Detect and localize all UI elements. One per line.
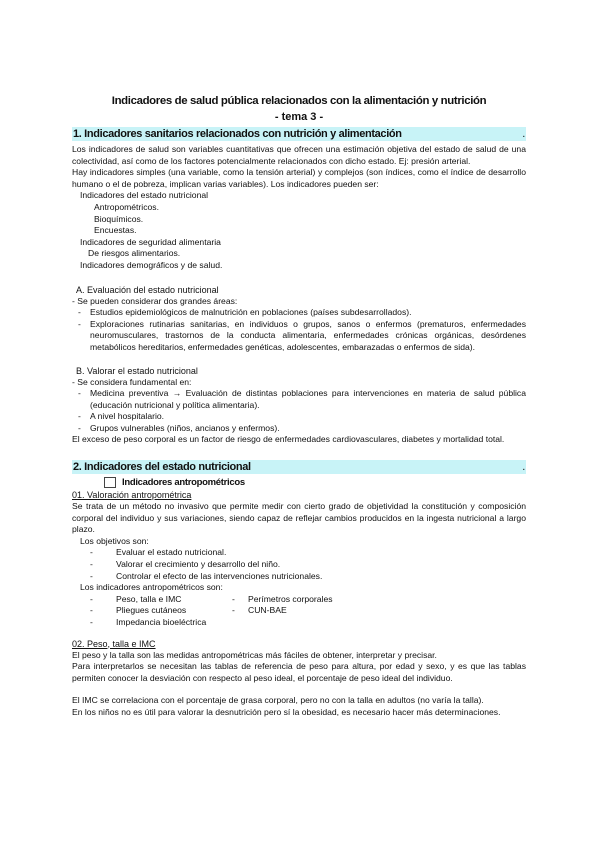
list-item: - Valorar el crecimiento y desarrollo del niño. [90, 559, 281, 570]
list-item: - Exploraciones rutinarias sanitarias, en individuos o grupos, sanos o enfermos (prematuros, enfermedades neuromusculares, trastornos de la conducta alimentaria, enfermedades crónicas orgánicas, desórdenes metabólicos hereditarios, enfermedades genéticas, adolescentes, embarazadas o enfermos de sida). [78, 318, 526, 352]
section-1-heading: 1. Indicadores sanitarios relacionados con nutrición y alimentación . [73, 128, 525, 140]
list-item: Perímetros corporales [248, 593, 333, 604]
document-page [72, 94, 526, 719]
document-subtitle: - tema 3 - [274, 111, 324, 123]
subsection-02-paragraph-4: En los niños no es útil para valorar la desnutrición pero sí la obesidad, es necesario hacer más determinaciones. [72, 706, 501, 717]
list-item: - Medicina preventiva → Evaluación de distintas poblaciones para intervenciones en materia de salud pública (educación nutricional y política alimentaria). [78, 388, 526, 410]
indicators-label: Los indicadores antropométricos son: [80, 582, 223, 593]
list-item: CUN-BAE [248, 605, 287, 616]
subsection-01-paragraph: Se trata de un método no invasivo que permite medir con cierto grado de objetividad la constitución y composición corporal del individuo y sus variaciones, siendo capaz de reflejar cambios producidos en la ingesta nutricional a largo plazo. [72, 501, 526, 535]
subsection-02-paragraph-1: El peso y la talla son las medidas antropométricas más fáciles de obtener, interpretar y precisar. [72, 649, 437, 660]
list-item: De riesgos alimentarios. [88, 248, 181, 259]
list-item: Antropométricos. [94, 201, 159, 212]
subsection-a-heading: A. Evaluación del estado nutricional [76, 284, 219, 295]
subsection-b-heading: B. Valorar el estado nutricional [76, 365, 198, 376]
list-item: - Grupos vulnerables (niños, ancianos y enfermos). [78, 422, 280, 433]
list-item: Indicadores de seguridad alimentaria [80, 236, 221, 247]
subsection-01-heading: 01. Valoración antropométrica [72, 490, 192, 501]
list-item: - Controlar el efecto de las intervenciones nutricionales. [90, 570, 323, 581]
objectives-list [72, 547, 526, 582]
subsection-b-intro: - Se considera fundamental en: [72, 376, 192, 387]
list-item: Encuestas. [94, 225, 137, 236]
indicator-list [72, 190, 526, 271]
anthropometric-indicators-label: Indicadores antropométricos [72, 476, 526, 489]
section-1-paragraph-2: Hay indicadores simples (una variable, como la tensión arterial) y complejos (son índices, como el índice de desarrollo humano o el de pobreza, implican varias variables). Los indicadores pueden ser: [72, 167, 526, 189]
subsection-02-heading: 02. Peso, talla e IMC [72, 638, 156, 649]
list-item: - Estudios epidemiológicos de malnutrición en poblaciones (países subdesarrollados). [78, 307, 412, 318]
list-item: Peso, talla e IMC [116, 593, 182, 604]
objectives-label: Los objetivos son: [80, 535, 149, 546]
indicators-list: - Peso, talla e IMC - Perímetros corporales - Pliegues cutáneos - CUN-BAE - Impedancia bioeléctrica [90, 593, 333, 627]
section-2-heading: 2. Indicadores del estado nutricional . [73, 461, 525, 474]
subsection-a-intro: - Se pueden considerar dos grandes áreas: [72, 295, 238, 306]
list-item: - A nivel hospitalario. [78, 411, 165, 422]
list-item: - Evaluar el estado nutricional. [90, 547, 227, 558]
list-item: Bioquímicos. [94, 213, 144, 224]
checkbox-icon [104, 477, 116, 488]
subsection-b-closing: El exceso de peso corporal es un factor de riesgo de enfermedades cardiovasculares, diabetes y mortalidad total. [72, 434, 505, 445]
document-title: Indicadores de salud pública relacionados con la alimentación y nutrición [111, 95, 487, 107]
list-item: Indicadores demográficos y de salud. [80, 259, 223, 270]
list-item: Impedancia bioeléctrica [116, 617, 207, 627]
subsection-02-paragraph-2: Para interpretarlos se necesitan las tablas de referencia de peso para altura, por edad y sexo, y es que las tablas permiten conocer la desviación con respecto al peso ideal, el porcentaje de peso ideal del individuo. [72, 661, 526, 683]
list-item: Indicadores del estado nutricional [80, 190, 209, 201]
list-item: Pliegues cutáneos [116, 605, 187, 616]
subsection-02-paragraph-3: El IMC se correlaciona con el porcentaje de grasa corporal, pero no con la talla en adultos (no varía la talla). [72, 695, 484, 706]
section-1-paragraph-1: Los indicadores de salud son variables cuantitativas que ofrecen una estimación objetiva del estado de salud de una colectividad, así como de los factores potencialmente relacionados con dicho estado. Ej: presión arterial. [72, 144, 526, 166]
